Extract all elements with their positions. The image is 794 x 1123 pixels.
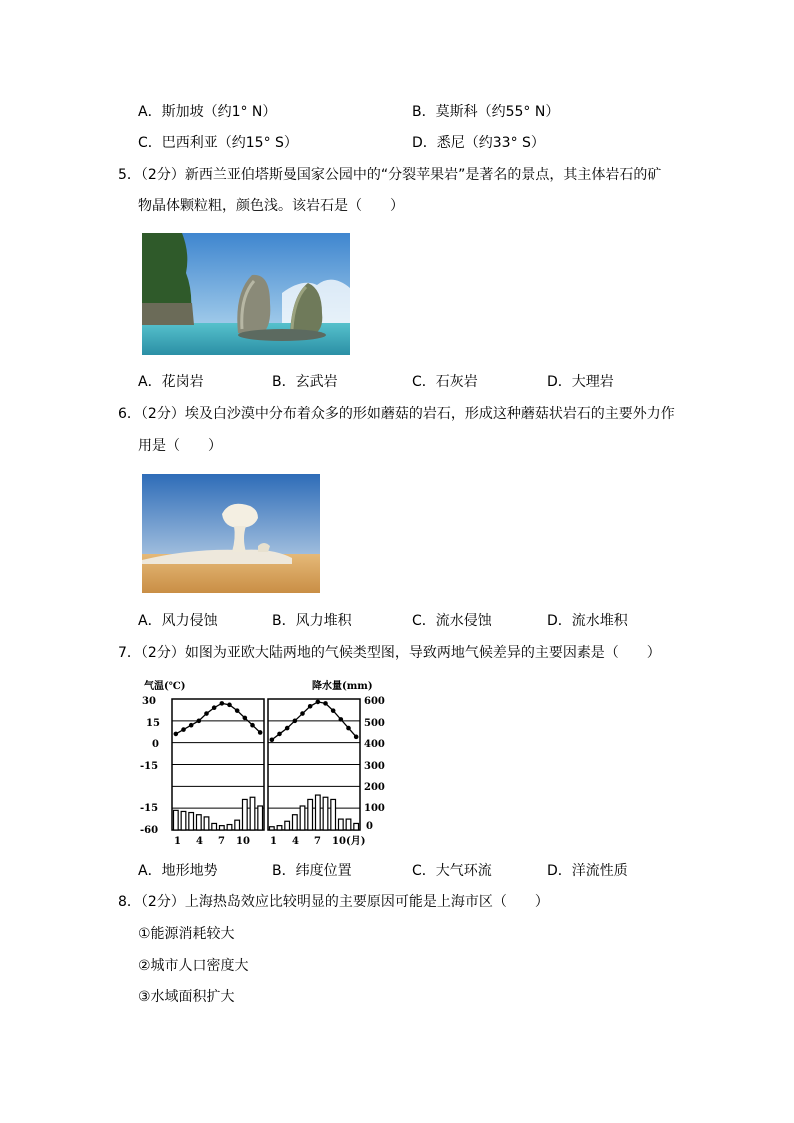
- temperature-point: [212, 705, 217, 710]
- precipitation-bar: [189, 813, 194, 830]
- precipitation-bar: [204, 817, 209, 830]
- temperature-tick: 30: [142, 696, 156, 707]
- precipitation-bar: [331, 799, 336, 830]
- precipitation-bar: [339, 819, 344, 830]
- q5-stem-line2: 物晶体颗粒粗，颜色浅。该岩石是（ ）: [138, 198, 404, 214]
- month-tick: 1: [174, 836, 181, 847]
- temperature-point: [220, 701, 225, 706]
- climate-chart: [140, 677, 402, 849]
- precipitation-bar: [212, 823, 217, 830]
- month-tick: 7: [218, 836, 225, 847]
- temperature-point: [204, 711, 209, 716]
- temperature-point: [293, 719, 298, 724]
- mushroom-rock-photo: [142, 474, 320, 593]
- temperature-point: [197, 719, 202, 724]
- temperature-tick: -15: [140, 761, 159, 772]
- q6-option-d: D．流水堆积: [547, 613, 628, 629]
- q5-option-d: D．大理岩: [547, 374, 614, 390]
- precipitation-bar: [258, 806, 263, 830]
- q6-option-c: C．流水侵蚀: [412, 613, 492, 629]
- temperature-point: [181, 727, 186, 732]
- q7-option-c: C．大气环流: [412, 863, 492, 879]
- temperature-tick: -60: [140, 825, 159, 836]
- month-tick: 4: [292, 836, 299, 847]
- q6-option-b: B．风力堆积: [272, 613, 352, 629]
- temperature-line: [176, 703, 260, 734]
- month-tick: 7: [314, 836, 321, 847]
- q7-stem: 7．（2分）如图为亚欧大陆两地的气候类型图，导致两地气候差异的主要因素是（ ）: [118, 645, 661, 661]
- precipitation-bar: [181, 811, 186, 830]
- precipitation-bar: [243, 799, 248, 830]
- q8-item-2: ②城市人口密度大: [138, 958, 249, 974]
- temperature-point: [339, 717, 344, 722]
- temperature-point: [189, 723, 194, 728]
- q5-stem-line1: 5．（2分）新西兰亚伯塔斯曼国家公园中的“分裂苹果岩”是著名的景点，其主体岩石的矿: [118, 167, 662, 183]
- q5-option-b: B．玄武岩: [272, 374, 338, 390]
- precipitation-bar: [285, 821, 290, 830]
- temperature-point: [346, 726, 351, 731]
- q6-stem-line1: 6．（2分）埃及白沙漠中分布着众多的形如蘑菇的岩石，形成这种蘑菇状岩石的主要外力作: [118, 406, 675, 422]
- precipitation-tick: 200: [364, 782, 385, 793]
- precipitation-bar: [277, 826, 282, 830]
- precipitation-tick: 300: [364, 761, 385, 772]
- q8-stem: 8．（2分）上海热岛效应比较明显的主要原因可能是上海市区（ ）: [118, 894, 549, 910]
- precipitation-bar: [250, 797, 255, 830]
- q5-option-c: C．石灰岩: [412, 374, 478, 390]
- temperature-point: [316, 700, 321, 705]
- q4-option-b: B．莫斯科（约55° N）: [412, 104, 560, 120]
- precipitation-bar: [293, 815, 298, 830]
- q8-item-1: ①能源消耗较大: [138, 926, 235, 942]
- temperature-point: [285, 726, 290, 731]
- temperature-tick: 15: [146, 718, 160, 729]
- temperature-point: [258, 730, 263, 735]
- precipitation-bar: [308, 799, 313, 830]
- q6-option-a: A．风力侵蚀: [138, 613, 218, 629]
- q5-option-a: A．花岗岩: [138, 374, 204, 390]
- month-unit-label: (月): [346, 836, 366, 847]
- precipitation-bar: [270, 827, 275, 830]
- precipitation-axis-label: 降水量(mm): [312, 681, 373, 692]
- precipitation-bar: [174, 810, 179, 830]
- temperature-point: [300, 711, 305, 716]
- q8-item-3: ③水域面积扩大: [138, 989, 235, 1005]
- q4-option-c: C．巴西利亚（约15° S）: [138, 135, 298, 151]
- precipitation-bar: [227, 825, 232, 830]
- temperature-point: [354, 735, 359, 740]
- precipitation-bar: [346, 819, 351, 830]
- precipitation-tick: 0: [366, 821, 373, 832]
- precipitation-tick: 500: [364, 718, 385, 729]
- precipitation-bar: [323, 797, 328, 830]
- temperature-tick: 0: [152, 739, 159, 750]
- temperature-axis-label: 气温(℃): [144, 681, 186, 692]
- temperature-point: [250, 723, 255, 728]
- month-tick: 1: [270, 836, 277, 847]
- precipitation-tick: 100: [364, 803, 385, 814]
- temperature-tick: -15: [140, 803, 159, 814]
- q6-stem-line2: 用是（ ）: [138, 438, 222, 454]
- precipitation-bar: [316, 795, 321, 830]
- temperature-point: [277, 732, 282, 737]
- temperature-point: [331, 708, 336, 713]
- temperature-point: [243, 716, 248, 721]
- precipitation-tick: 600: [364, 696, 385, 707]
- q7-option-b: B．纬度位置: [272, 863, 352, 879]
- month-tick: 10: [332, 836, 346, 847]
- temperature-point: [270, 737, 275, 742]
- split-apple-rock-photo: [142, 233, 350, 355]
- temperature-point: [174, 732, 179, 737]
- precipitation-bar: [235, 820, 240, 830]
- q7-option-a: A．地形地势: [138, 863, 218, 879]
- temperature-point: [323, 701, 328, 706]
- q4-option-a: A．斯加坡（约1° N）: [138, 104, 277, 120]
- q7-option-d: D．洋流性质: [547, 863, 628, 879]
- precipitation-bar: [197, 815, 202, 830]
- precipitation-bar: [220, 826, 225, 830]
- temperature-point: [308, 704, 313, 709]
- precipitation-bar: [354, 823, 359, 830]
- q4-option-d: D．悉尼（约33° S）: [412, 135, 545, 151]
- temperature-point: [227, 703, 232, 708]
- month-tick: 10: [236, 836, 250, 847]
- temperature-point: [235, 708, 240, 713]
- precipitation-bar: [300, 806, 305, 830]
- month-tick: 4: [196, 836, 203, 847]
- precipitation-tick: 400: [364, 739, 385, 750]
